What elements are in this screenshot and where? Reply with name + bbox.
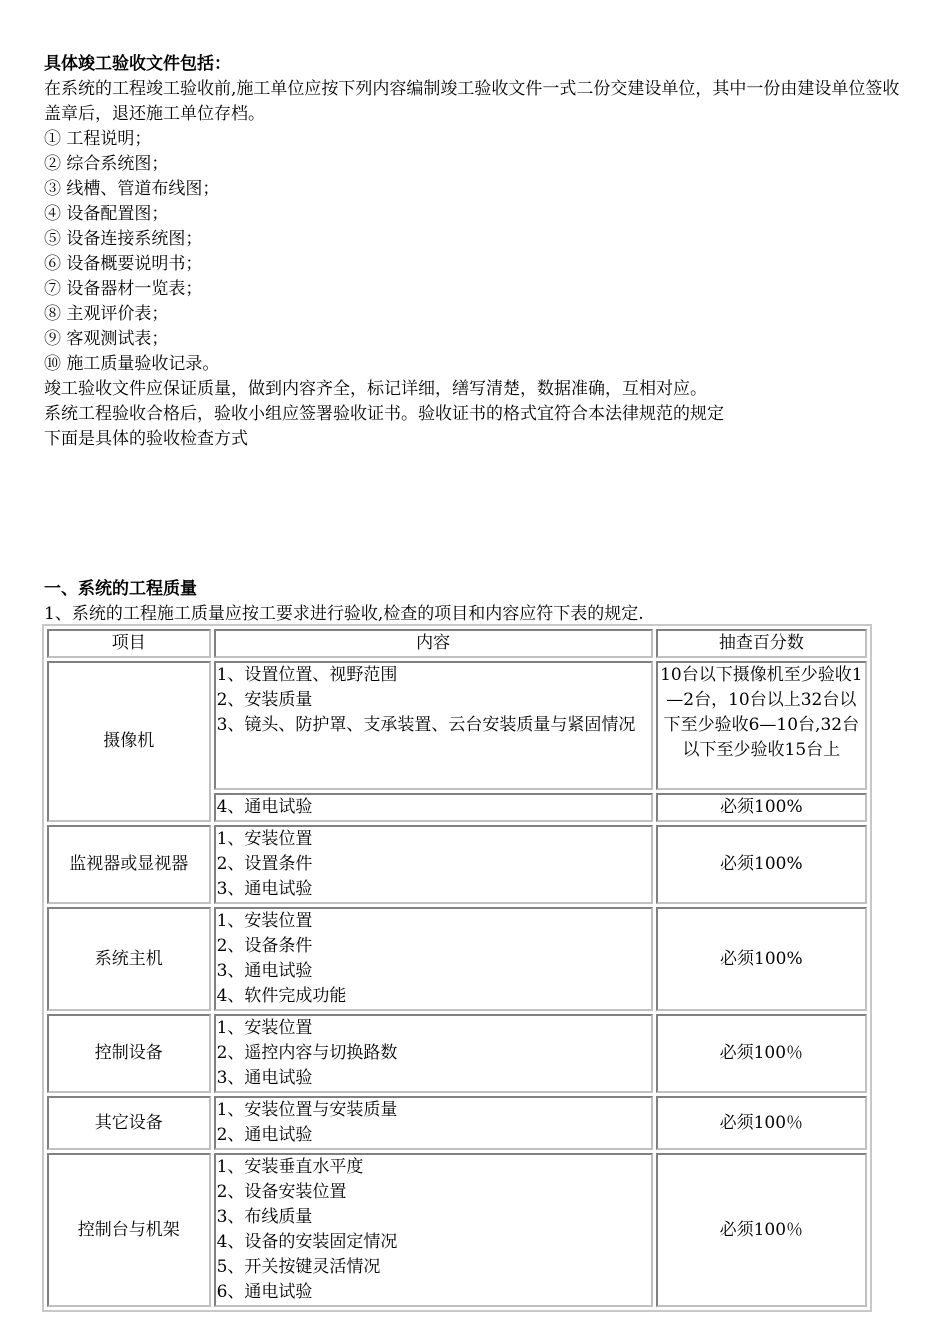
section-description: 1、系统的工程施工质量应按工要求进行验收,检查的项目和内容应符下表的规定. xyxy=(44,604,644,624)
content-line: 2、设置条件 xyxy=(216,854,313,874)
list-item: ⑨ 客观测试表； xyxy=(44,329,169,349)
row-content xyxy=(214,907,653,1011)
content-line: 1、安装位置 xyxy=(216,1018,313,1038)
list-item: ⑤ 设备连接系统图； xyxy=(44,229,203,249)
content-line: 3、通电试验 xyxy=(216,1068,313,1088)
row-item-camera: 摄像机 xyxy=(47,661,211,822)
header-content: 内容 xyxy=(214,629,653,658)
content-line: 2、通电试验 xyxy=(216,1125,313,1145)
content-line: 3、布线质量 xyxy=(216,1207,313,1227)
list-item: ② 综合系统图； xyxy=(44,154,169,174)
row-percentage: 必须100% xyxy=(656,793,867,822)
blank-space xyxy=(44,452,904,577)
document-list xyxy=(44,127,904,377)
content-line: 2、遥控内容与切换路数 xyxy=(216,1043,398,1063)
certificate-paragraph: 系统工程验收合格后，验收小组应签署验收证书。验收证书的格式宜符合本法律规范的规定 xyxy=(44,404,724,424)
row-percentage: 必须100% xyxy=(656,907,867,1011)
table-row xyxy=(47,907,867,1011)
row-content xyxy=(214,793,653,822)
row-content xyxy=(214,1014,653,1093)
table-header-row xyxy=(47,629,867,658)
content-line: 3、通电试验 xyxy=(216,879,313,899)
header-percentage: 抽查百分数 xyxy=(656,629,867,658)
row-content xyxy=(214,1096,653,1150)
table-row xyxy=(47,1014,867,1093)
row-content xyxy=(214,661,653,790)
row-percentage: 必须100% xyxy=(656,825,867,904)
intro-paragraph: 在系统的工程竣工验收前,施工单位应按下列内容编制竣工验收文件一式二份交建设单位，其中一份由建设单位签收盖章后，退还施工单位存档。 xyxy=(44,79,900,124)
table-row xyxy=(47,1096,867,1150)
content-line: 6、通电试验 xyxy=(216,1282,313,1302)
list-item: ④ 设备配置图； xyxy=(44,204,169,224)
row-item-console: 控制台与机架 xyxy=(47,1153,211,1307)
row-content xyxy=(214,1153,653,1307)
list-item: ③ 线槽、管道布线图； xyxy=(44,179,220,199)
row-content xyxy=(214,825,653,904)
content-line: 1、安装位置与安装质量 xyxy=(216,1100,398,1120)
content-line: 2、设备安装位置 xyxy=(216,1182,347,1202)
content-line: 1、设置位置、视野范围 xyxy=(216,665,398,685)
content-line: 2、安装质量 xyxy=(216,690,313,710)
document-body xyxy=(44,52,904,627)
list-item: ① 工程说明； xyxy=(44,129,152,149)
content-line: 4、通电试验 xyxy=(216,797,313,817)
row-percentage: 必须100％ xyxy=(656,1096,867,1150)
content-line: 4、软件完成功能 xyxy=(216,986,347,1006)
method-paragraph: 下面是具体的验收检查方式 xyxy=(44,429,248,449)
content-line: 3、通电试验 xyxy=(216,961,313,981)
content-line: 1、安装垂直水平度 xyxy=(216,1157,364,1177)
row-item-monitor: 监视器或显视器 xyxy=(47,825,211,904)
row-percentage: 必须100％ xyxy=(656,1153,867,1307)
list-item: ⑧ 主观评价表； xyxy=(44,304,169,324)
row-percentage: 10台以下摄像机至少验收1—2台，10台以上32台以下至少验收6—10台,32台以下至少验收15台上 xyxy=(656,661,867,790)
quality-paragraph: 竣工验收文件应保证质量，做到内容齐全，标记详细，缮写清楚，数据准确，互相对应。 xyxy=(44,379,707,399)
header-item: 项目 xyxy=(47,629,211,658)
section-heading: 一、系统的工程质量 xyxy=(44,579,197,599)
content-line: 5、开关按键灵活情况 xyxy=(216,1257,381,1277)
list-item: ⑩ 施工质量验收记录。 xyxy=(44,354,220,374)
list-item: ⑥ 设备概要说明书； xyxy=(44,254,203,274)
table-row xyxy=(47,1153,867,1307)
content-line: 2、设备条件 xyxy=(216,936,313,956)
inspection-table xyxy=(42,624,872,1312)
row-item-control: 控制设备 xyxy=(47,1014,211,1093)
row-item-other: 其它设备 xyxy=(47,1096,211,1150)
table-row xyxy=(47,661,867,790)
content-line: 1、安装位置 xyxy=(216,829,313,849)
row-item-host: 系统主机 xyxy=(47,907,211,1011)
list-item: ⑦ 设备器材一览表； xyxy=(44,279,203,299)
content-line: 1、安装位置 xyxy=(216,911,313,931)
content-line: 4、设备的安装固定情况 xyxy=(216,1232,398,1252)
row-percentage: 必须100％ xyxy=(656,1014,867,1093)
content-line: 3、镜头、防护罩、支承装置、云台安装质量与紧固情况 xyxy=(216,715,636,735)
table-row xyxy=(47,825,867,904)
intro-heading: 具体竣工验收文件包括： xyxy=(44,54,231,74)
